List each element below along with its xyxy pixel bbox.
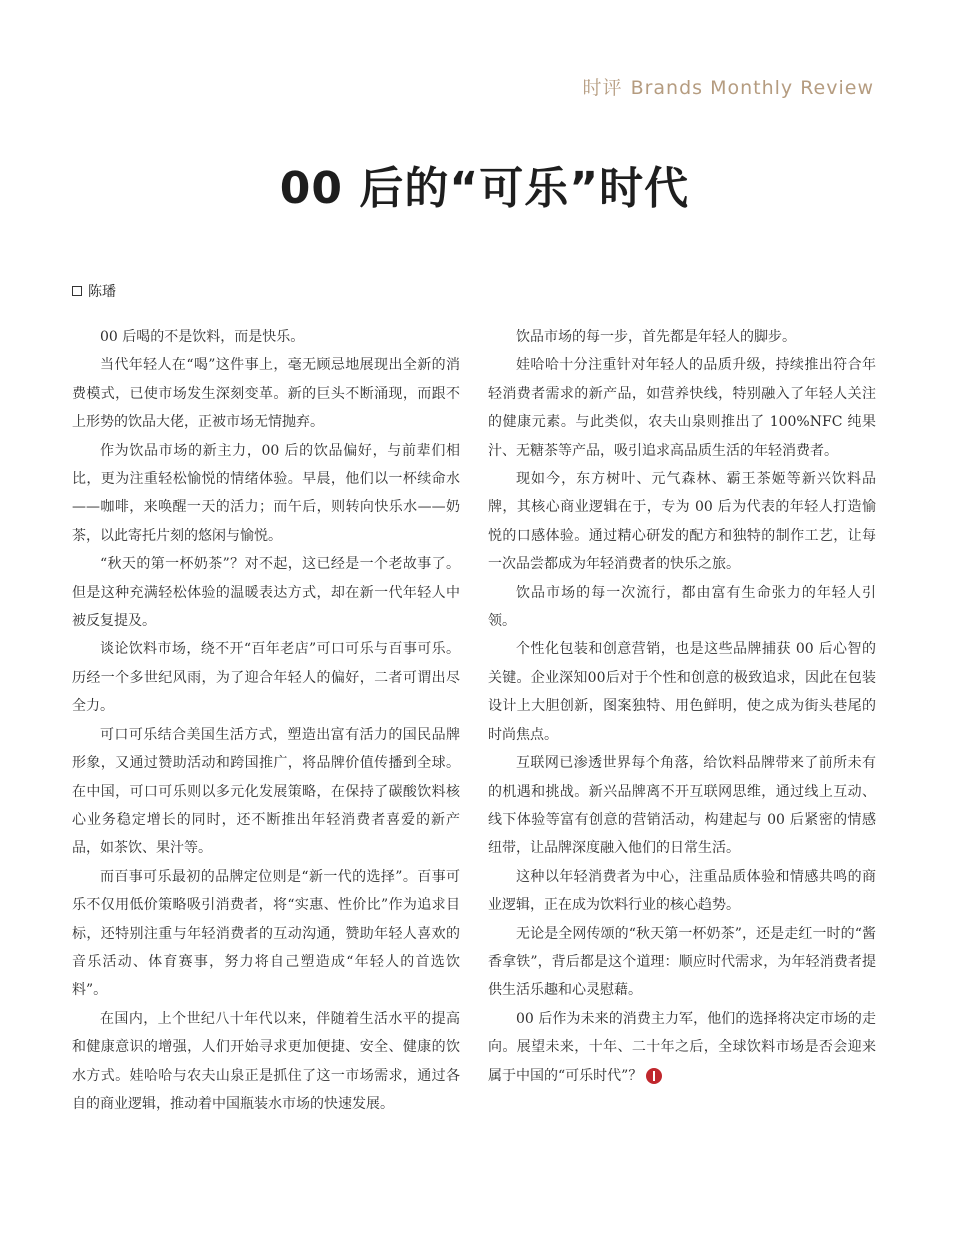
byline [72, 281, 116, 301]
paragraph: 这种以年轻消费者为中心，注重品质体验和情感共鸣的商业逻辑，正在成为饮料行业的核心趋势。 [488, 868, 876, 914]
paragraph: 个性化包装和创意营销，也是这些品牌捕获 00 后心智的关键。企业深知00后对于个性和创意的极致追求，因此在包装设计上大胆创新，图案独特、用色鲜明，使之成为街头巷尾的时尚焦点。 [488, 641, 876, 743]
left-column [72, 323, 460, 1118]
paragraph: 00 后喝的不是饮料，而是快乐。 [100, 329, 305, 345]
paragraph: 互联网已渗透世界每个角落，给饮料品牌带来了前所未有的机遇和挑战。新兴品牌离不开互联网思维，通过线上互动、线下体验等富有创意的营销活动，构建起与 00 后紧密的情感纽带，让品牌深度融入他们的日常生活。 [488, 755, 876, 857]
last-paragraph-text: 00 后作为未来的消费主力军，他们的选择将决定市场的走向。展望未来，十年、二十年之后，全球饮料市场是否会迎来属于中国的“可乐时代”？ [488, 1010, 876, 1084]
section-label-en: Brands Monthly Review [630, 77, 874, 99]
paragraph: 饮品市场的每一次流行，都由富有生命张力的年轻人引领。 [488, 584, 876, 630]
paragraph: 谈论饮料市场，绕不开“百年老店”可口可乐与百事可乐。历经一个多世纪风雨，为了迎合年轻人的偏好，二者可谓出尽全力。 [72, 641, 460, 715]
paragraph-last [488, 1005, 876, 1090]
paragraph: 而百事可乐最初的品牌定位则是“新一代的选择”。百事可乐不仅用低价策略吸引消费者，将“实惠、性价比”作为追求目标，还特别注重与年轻消费者的互动沟通，赞助年轻人喜欢的音乐活动、体育赛事，努力将自己塑造成“年轻人的首选饮料”。 [72, 868, 460, 999]
paragraph: 现如今，东方树叶、元气森林、霸王茶姬等新兴饮料品牌，其核心商业逻辑在于，专为 00 后为代表的年轻人打造愉悦的口感体验。通过精心研发的配方和独特的制作工艺，让每一次品尝都成为年轻消费者的快乐之旅。 [488, 471, 876, 573]
paragraph: 饮品市场的每一步，首先都是年轻人的脚步。 [516, 329, 796, 345]
paragraph: “秋天的第一杯奶茶”？对不起，这已经是一个老故事了。但是这种充满轻松体验的温暖表达方式，却在新一代年轻人中被反复提及。 [72, 556, 460, 630]
end-mark-icon [646, 1068, 662, 1084]
section-header [583, 73, 874, 100]
byline-square-icon [72, 286, 82, 296]
paragraph: 无论是全网传颂的“秋天第一杯奶茶”，还是走红一时的“酱香拿铁”，背后都是这个道理：顺应时代需求，为年轻消费者提供生活乐趣和心灵慰藉。 [488, 925, 876, 999]
author-name: 陈璠 [88, 284, 116, 300]
paragraph: 可口可乐结合美国生活方式，塑造出富有活力的国民品牌形象，又通过赞助活动和跨国推广，将品牌价值传播到全球。在中国，可口可乐则以多元化发展策略，在保持了碳酸饮料核心业务稳定增长的同时，还不断推出年轻消费者喜爱的新产品，如茶饮、果汁等。 [72, 726, 460, 857]
section-label-cn: 时评 [582, 77, 623, 99]
paragraph: 当代年轻人在“喝”这件事上，毫无顾忌地展现出全新的消费模式，已使市场发生深刻变革。新的巨头不断涌现，而跟不上形势的饮品大佬，正被市场无情抛弃。 [72, 357, 460, 431]
paragraph: 在国内，上个世纪八十年代以来，伴随着生活水平的提高和健康意识的增强，人们开始寻求更加便捷、安全、健康的饮水方式。娃哈哈与农夫山泉正是抓住了这一市场需求，通过各自的商业逻辑，推动着中国瓶装水市场的快速发展。 [72, 1010, 460, 1112]
paragraph: 作为饮品市场的新主力，00 后的饮品偏好，与前辈们相比，更为注重轻松愉悦的情绪体验。早晨，他们以一杯续命水——咖啡，来唤醒一天的活力；而午后，则转向快乐水——奶茶，以此寄托片刻的悠闲与愉悦。 [72, 442, 460, 544]
paragraph: 娃哈哈十分注重针对年轻人的品质升级，持续推出符合年轻消费者需求的新产品，如营养快线，特别融入了年轻人关注的健康元素。与此类似，农夫山泉则推出了 100%NFC 纯果汁、无糖茶等产品，吸引追求高品质生活的年轻消费者。 [488, 357, 876, 459]
article-title: 00 后的“可乐”时代 [279, 163, 690, 214]
right-column [488, 323, 876, 1090]
